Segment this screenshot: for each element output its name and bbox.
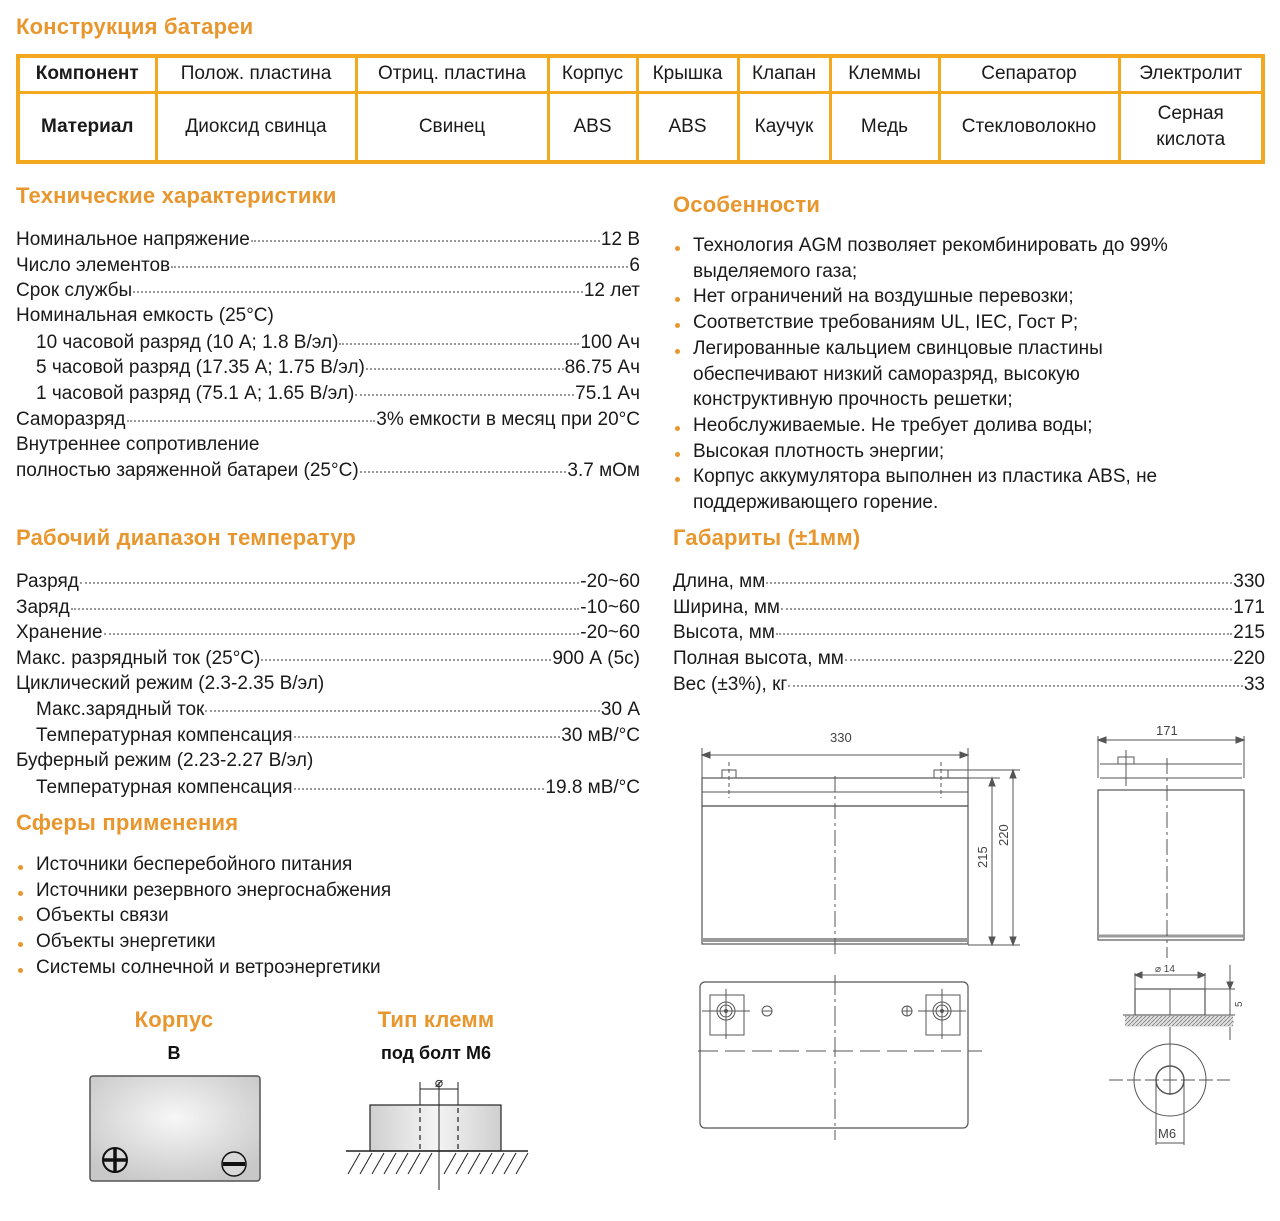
- spec-row: Внутреннее сопротивление: [16, 433, 260, 455]
- bullet-icon: [18, 942, 23, 947]
- total-height-dimension-label: 220: [996, 824, 1011, 846]
- spec-row: Число элементов 6: [16, 252, 640, 278]
- applications-list: [16, 852, 616, 981]
- bullet-icon: [675, 426, 680, 431]
- spec-row: Буферный режим (2.23-2.27 В/эл): [16, 749, 314, 771]
- spec-row: 5 часовой разряд (17.35 А; 1.75 В/эл) 86.75 Ач: [16, 354, 640, 380]
- spec-row: 10 часовой разряд (10 А; 1.8 В/эл) 100 Ач: [16, 329, 640, 355]
- row-label-material: Материал: [18, 92, 156, 162]
- list-item: Объекты энергетики: [16, 929, 616, 955]
- bullet-icon: [675, 323, 680, 328]
- spec-row: полностью заряженной батареи (25°C) 3.7 мОм: [16, 457, 640, 483]
- table-cell: Электролит: [1119, 56, 1263, 92]
- case-type-value: B: [167, 1043, 181, 1063]
- list-item: Объекты связи: [16, 903, 616, 929]
- front-view-drawing: [690, 718, 1030, 958]
- table-cell: Корпус: [548, 56, 637, 92]
- dimensions-spec-list: [673, 568, 1265, 696]
- table-cell: Стекловолокно: [939, 92, 1119, 162]
- table-cell: ABS: [637, 92, 738, 162]
- top-view-drawing: [690, 965, 990, 1145]
- bullet-icon: [675, 349, 680, 354]
- terminal-type-title: Тип клемм: [377, 1007, 495, 1032]
- table-cell: Клапан: [738, 56, 830, 92]
- dimensions-title: Габариты (±1мм): [673, 525, 861, 550]
- row-label-component: Компонент: [18, 56, 156, 92]
- spec-row: Разряд -20~60: [16, 568, 640, 594]
- height-dimension-label: 215: [975, 846, 990, 868]
- spec-row: Макс.зарядный ток 30 А: [16, 696, 640, 722]
- case-type-title: Корпус: [134, 1007, 214, 1032]
- list-item: Технология AGM позволяет рекомбинировать до 99% выделяемого газа;: [673, 233, 1253, 284]
- construction-table: [16, 54, 1265, 164]
- construction-title: Конструкция батареи: [16, 14, 254, 39]
- bullet-icon: [18, 968, 23, 973]
- width-dimension-label: 171: [1156, 723, 1178, 738]
- bullet-icon: [675, 297, 680, 302]
- list-item: Источники бесперебойного питания: [16, 852, 616, 878]
- spec-row: Номинальная емкость (25°C): [16, 305, 274, 327]
- list-item: Высокая плотность энергии;: [673, 439, 1253, 465]
- bullet-icon: [675, 477, 680, 482]
- spec-row: Длина, мм 330: [673, 568, 1265, 594]
- features-list: [673, 233, 1253, 516]
- table-row-component: [18, 56, 1263, 92]
- spec-row: Номинальное напряжение 12 В: [16, 226, 640, 252]
- list-item: Источники резервного энергоснабжения: [16, 878, 616, 904]
- table-row-material: [18, 92, 1263, 162]
- terminal-diameter-label: ⌀ 14: [1155, 964, 1175, 975]
- spec-row: Макс. разрядный ток (25°C) 900 А (5с): [16, 645, 640, 671]
- length-dimension-label: 330: [830, 730, 852, 745]
- list-item: Нет ограничений на воздушные перевозки;: [673, 284, 1253, 310]
- spec-row: Хранение -20~60: [16, 619, 640, 645]
- list-item: Корпус аккумулятора выполнен из пластика ABS, не поддерживающего горение.: [673, 464, 1193, 515]
- table-cell: ABS: [548, 92, 637, 162]
- table-cell: Сепаратор: [939, 56, 1119, 92]
- list-item: Легированные кальцием свинцовые пластины обеспечивают низкий саморазряд, высокую конструктивную прочность решетки;: [673, 336, 1173, 413]
- terminal-height-label: 5: [1234, 1001, 1245, 1007]
- bullet-icon: [675, 246, 680, 251]
- list-item: Необслуживаемые. Не требует долива воды;: [673, 413, 1253, 439]
- spec-row: Полная высота, мм 220: [673, 645, 1265, 671]
- bullet-icon: [18, 916, 23, 921]
- spec-row: Температурная компенсация 30 мВ/°C: [16, 722, 640, 748]
- spec-row: Температурная компенсация 19.8 мВ/°C: [16, 774, 640, 800]
- list-item: Системы солнечной и ветроэнергетики: [16, 955, 616, 981]
- table-cell: Медь: [830, 92, 939, 162]
- table-cell: Каучук: [738, 92, 830, 162]
- spec-row: Циклический режим (2.3-2.35 В/эл): [16, 672, 325, 694]
- side-view-drawing: [1080, 718, 1280, 958]
- minus-terminal-icon: [222, 1152, 246, 1176]
- list-item: Соответствие требованиям UL, IEC, Гост Р;: [673, 310, 1253, 336]
- terminal-type-value: под болт M6: [381, 1043, 491, 1063]
- table-cell: Клеммы: [830, 56, 939, 92]
- terminal-detail-drawing: [1095, 955, 1280, 1150]
- temperature-spec-list: [16, 568, 640, 799]
- spec-row: Ширина, мм 171: [673, 594, 1265, 620]
- applications-title: Сферы применения: [16, 810, 239, 835]
- table-cell: Свинец: [356, 92, 548, 162]
- table-cell: Полож. пластина: [156, 56, 356, 92]
- bullet-icon: [675, 452, 680, 457]
- bolt-size-label: M6: [1158, 1126, 1177, 1141]
- plus-terminal-icon: [103, 1148, 127, 1172]
- case-layout-drawing: [88, 1074, 262, 1184]
- tech-spec-list: [16, 226, 640, 483]
- bullet-icon: [18, 865, 23, 870]
- bullet-icon: [18, 891, 23, 896]
- table-cell: Серная кислота: [1119, 92, 1263, 162]
- tech-title: Технические характеристики: [16, 183, 337, 208]
- spec-row: Срок службы 12 лет: [16, 277, 640, 303]
- spec-row: Высота, мм 215: [673, 619, 1265, 645]
- spec-row: Саморазряд 3% емкости в месяц при 20°C: [16, 406, 640, 432]
- spec-row: Вес (±3%), кг 33: [673, 671, 1265, 697]
- terminal-bolt-drawing: [344, 1070, 530, 1190]
- table-cell: Отриц. пластина: [356, 56, 548, 92]
- spec-row: 1 часовой разряд (75.1 А; 1.65 В/эл) 75.1 Ач: [16, 380, 640, 406]
- spec-row: Заряд -10~60: [16, 594, 640, 620]
- diameter-icon: ⌀: [434, 1074, 444, 1090]
- table-cell: Диоксид свинца: [156, 92, 356, 162]
- features-title: Особенности: [673, 192, 821, 217]
- table-cell: Крышка: [637, 56, 738, 92]
- temperature-title: Рабочий диапазон температур: [16, 525, 357, 550]
